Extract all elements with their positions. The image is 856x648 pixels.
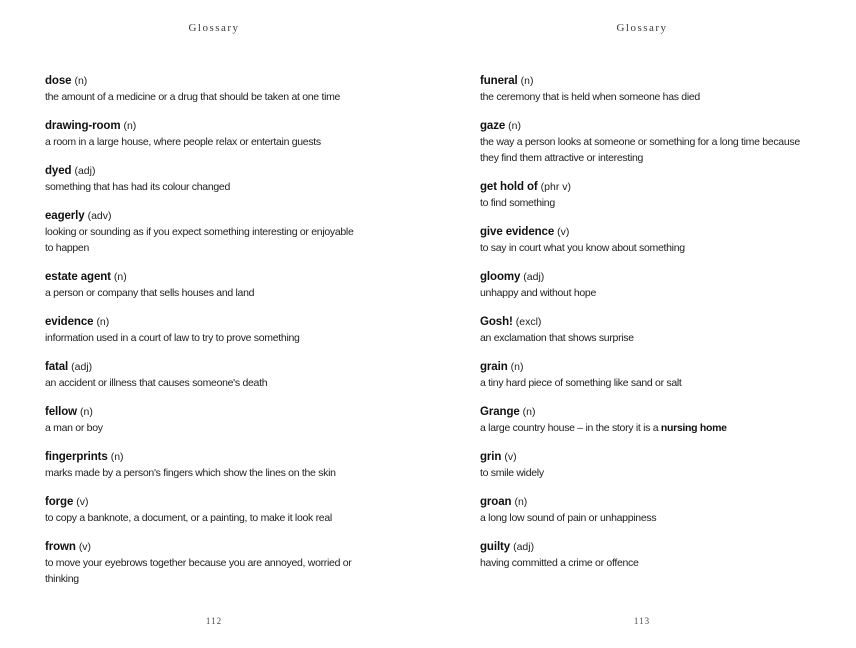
entry-definition: [480, 195, 820, 211]
entry-term: Gosh!: [480, 316, 513, 328]
entry-term: evidence: [45, 316, 94, 328]
entry-term-line: [480, 223, 820, 240]
entry-definition: [480, 420, 820, 436]
definition-line: an accident or illness that causes someone's death: [45, 377, 268, 389]
entry-term-line: [45, 117, 385, 134]
entry-definition: [480, 555, 820, 571]
page-number: 113: [633, 616, 651, 626]
entry-term: drawing-room: [45, 120, 121, 132]
entry-pos: (n): [510, 361, 524, 373]
entry-definition: [45, 420, 385, 436]
entry-pos: (n): [520, 75, 534, 87]
entry-definition: [480, 89, 820, 105]
entry-pos: (n): [123, 120, 137, 132]
glossary-entry: [480, 538, 820, 571]
entry-pos: (n): [514, 496, 528, 508]
glossary-entries: [480, 72, 820, 583]
entry-definition: [45, 285, 385, 301]
glossary-entry: [45, 538, 385, 587]
definition-line: something that has had its colour changed: [45, 181, 230, 193]
entry-term-line: [45, 207, 385, 224]
definition-line: to smile widely: [480, 467, 544, 479]
entry-term: estate agent: [45, 271, 111, 283]
entry-term: forge: [45, 496, 74, 508]
entry-term: dyed: [45, 165, 72, 177]
entry-term-line: [480, 72, 820, 89]
entry-term-line: [480, 448, 820, 465]
entry-pos: (v): [557, 226, 570, 238]
definition-line: a man or boy: [45, 422, 103, 434]
entry-pos: (adj): [523, 271, 545, 283]
definition-line: they find them attractive or interesting: [480, 152, 644, 164]
entry-pos: (v): [78, 541, 92, 553]
entry-term: frown: [45, 541, 76, 553]
entry-pos: (n): [508, 120, 522, 132]
entry-term: groan: [480, 496, 512, 508]
entry-term-line: [45, 72, 385, 89]
entry-definition: [480, 510, 820, 526]
entry-definition: [480, 285, 820, 301]
entry-term: fingerprints: [45, 451, 108, 463]
entry-term-line: [45, 493, 385, 510]
entry-definition: [45, 224, 385, 256]
entry-term-line: [480, 178, 820, 195]
entry-term-line: [45, 538, 385, 555]
glossary-entry: [45, 493, 385, 526]
entry-definition: [480, 330, 820, 346]
glossary-entry: [480, 358, 820, 391]
entry-pos: (phr v): [540, 181, 572, 193]
entry-term-line: [45, 162, 385, 179]
glossary-entry: [480, 448, 820, 481]
running-header: Glossary: [188, 22, 240, 34]
glossary-entry: [480, 403, 820, 436]
entry-pos: (adv): [87, 210, 112, 222]
definition-line: a long low sound of pain or unhappiness: [480, 512, 657, 524]
entry-term: dose: [45, 75, 72, 87]
entry-term-line: [480, 403, 820, 420]
entry-term-line: [480, 117, 820, 134]
entry-term-line: [45, 403, 385, 420]
glossary-entry: [45, 207, 385, 256]
definition-line: the way a person looks at someone or something for a long time because: [480, 136, 800, 148]
entry-definition: [45, 134, 385, 150]
definition-line: marks made by a person's fingers which show the lines on the skin: [45, 467, 336, 479]
entry-term: grin: [480, 451, 502, 463]
entry-term: gaze: [480, 120, 506, 132]
page-number: 112: [205, 616, 223, 626]
glossary-entry: [480, 117, 820, 166]
definition-line: the ceremony that is held when someone has died: [480, 91, 700, 103]
entry-term: get hold of: [480, 181, 538, 193]
glossary-entry: [45, 403, 385, 436]
entry-pos: (n): [113, 271, 127, 283]
entry-pos: (excl): [515, 316, 542, 328]
definition-line: to find something: [480, 197, 555, 209]
definition-line: to copy a banknote, a document, or a painting, to make it look real: [45, 512, 332, 524]
glossary-entry: [480, 313, 820, 346]
entry-term: fellow: [45, 406, 77, 418]
glossary-entry: [45, 162, 385, 195]
glossary-entry: [45, 358, 385, 391]
entry-term-line: [45, 268, 385, 285]
running-header: Glossary: [616, 22, 668, 34]
entry-term: eagerly: [45, 210, 85, 222]
glossary-entry: [45, 448, 385, 481]
glossary-entry: [480, 268, 820, 301]
glossary-entry: [480, 223, 820, 256]
entry-term: fatal: [45, 361, 69, 373]
entry-pos: (n): [96, 316, 110, 328]
entry-pos: (v): [76, 496, 89, 508]
entry-term: Grange: [480, 406, 520, 418]
glossary-entry: [480, 178, 820, 211]
entry-definition: [480, 134, 820, 166]
entry-definition: [45, 179, 385, 195]
entry-term-line: [45, 448, 385, 465]
entry-definition: [45, 330, 385, 346]
entry-term: give evidence: [480, 226, 555, 238]
definition-line: a person or company that sells houses and land: [45, 287, 255, 299]
glossary-entry: [45, 72, 385, 105]
definition-line: a large country house – in the story it is a nursing home: [480, 422, 727, 434]
entry-term-line: [480, 538, 820, 555]
definition-line: looking or sounding as if you expect something interesting or enjoyable: [45, 226, 354, 238]
entry-definition: [480, 240, 820, 256]
definition-line: unhappy and without hope: [480, 287, 596, 299]
definition-line: to move your eyebrows together because you are annoyed, worried or: [45, 557, 352, 569]
entry-pos: (n): [80, 406, 93, 418]
entry-term-line: [480, 268, 820, 285]
entry-pos: (n): [110, 451, 124, 463]
entry-term: gloomy: [480, 271, 521, 283]
entry-definition: [480, 375, 820, 391]
entry-term: guilty: [480, 541, 511, 553]
glossary-entry: [45, 268, 385, 301]
entry-definition: [45, 555, 385, 587]
definition-line: to say in court what you know about something: [480, 242, 685, 254]
entry-pos: (adj): [71, 361, 93, 373]
definition-line: to happen: [45, 242, 90, 254]
entry-term-line: [480, 358, 820, 375]
entry-pos: (v): [504, 451, 517, 463]
definition-line: a room in a large house, where people relax or entertain guests: [45, 136, 321, 148]
entry-term: funeral: [480, 75, 518, 87]
page-right: [428, 0, 856, 648]
definition-line: a tiny hard piece of something like sand or salt: [480, 377, 682, 389]
glossary-entry: [45, 117, 385, 150]
entry-term-line: [480, 493, 820, 510]
entry-pos: (n): [522, 406, 536, 418]
entry-term-line: [45, 358, 385, 375]
entry-definition: [45, 89, 385, 105]
entry-pos: (adj): [74, 165, 96, 177]
entry-pos: (n): [74, 75, 88, 87]
definition-line: information used in a court of law to try to prove something: [45, 332, 300, 344]
definition-line: thinking: [45, 573, 79, 585]
entry-definition: [45, 465, 385, 481]
glossary-entry: [480, 493, 820, 526]
entry-term-line: [45, 313, 385, 330]
entry-definition: [45, 510, 385, 526]
entry-definition: [45, 375, 385, 391]
definition-line: having committed a crime or offence: [480, 557, 639, 569]
entry-term: grain: [480, 361, 508, 373]
definition-line: an exclamation that shows surprise: [480, 332, 634, 344]
entry-definition: [480, 465, 820, 481]
glossary-entry: [480, 72, 820, 105]
entry-pos: (adj): [513, 541, 535, 553]
definition-line: the amount of a medicine or a drug that should be taken at one time: [45, 91, 341, 103]
glossary-entries: [45, 72, 385, 599]
entry-term-line: [480, 313, 820, 330]
glossary-entry: [45, 313, 385, 346]
